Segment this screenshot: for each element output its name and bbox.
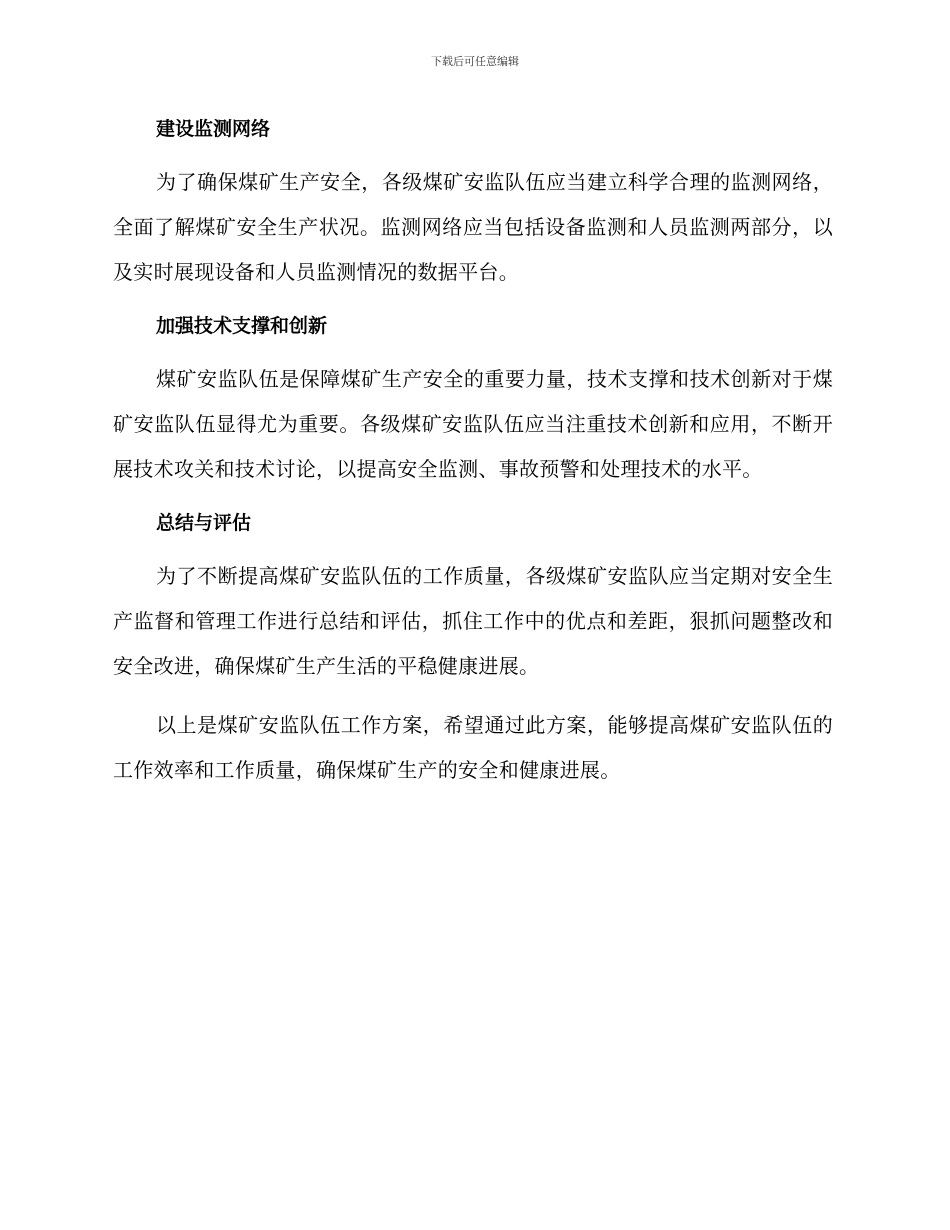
section-paragraph: 为了不断提高煤矿安监队伍的工作质量，各级煤矿安监队应当定期对安全生产监督和管理工作进行总结和评估，抓住工作中的优点和差距，狠抓问题整改和安全改进，确保煤矿生产生活的平稳健康进展。 [113, 564, 833, 678]
section-heading: 加强技术支撑和创新 [156, 315, 328, 337]
section-paragraph: 煤矿安监队伍是保障煤矿生产安全的重要力量，技术支撑和技术创新对于煤矿安监队伍显得尤为重要。各级煤矿安监队伍应当注重技术创新和应用，不断开展技术攻关和技术讨论，以提高安全监测、事故预警和处理技术的水平。 [113, 367, 833, 481]
document-body [113, 112, 833, 793]
section-heading: 总结与评估 [156, 512, 252, 534]
section-paragraph: 为了确保煤矿生产安全，各级煤矿安监队伍应当建立科学合理的监测网络，全面了解煤矿安全生产状况。监测网络应当包括设备监测和人员监测两部分，以及实时展现设备和人员监测情况的数据平台。 [113, 170, 833, 284]
section-summary-evaluation [113, 506, 833, 703]
closing-paragraph: 以上是煤矿安监队伍工作方案，希望通过此方案，能够提高煤矿安监队伍的工作效率和工作质量，确保煤矿生产的安全和健康进展。 [113, 713, 833, 782]
header-note: 下载后可任意编辑 [431, 55, 519, 68]
section-heading: 建设监测网络 [156, 118, 271, 140]
section-tech-support [113, 309, 833, 506]
section-monitoring-network [113, 112, 833, 309]
